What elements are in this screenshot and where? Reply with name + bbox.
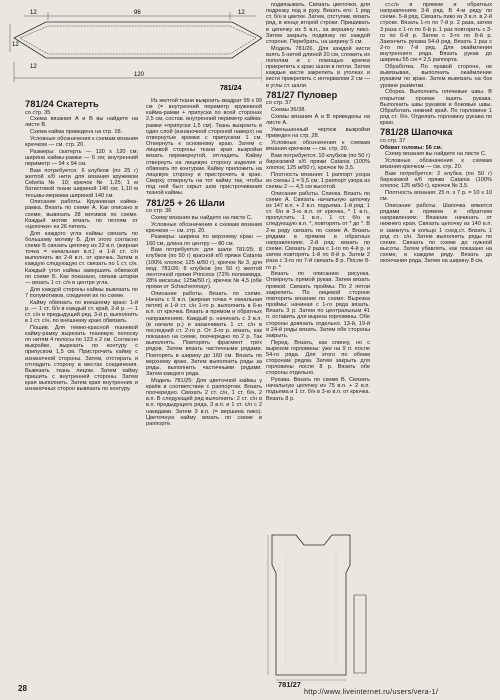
column-shawls <box>146 98 262 428</box>
paragraph: Схемы вязания А и В приведены на листе А. <box>266 113 370 126</box>
paragraph: подвязывать. Связать цветочки, для подрезку под в руку. Вязать его: 1 ряд ст. б/н в цветке. Затем, отступив, вязать ряд, в конце второй строки. Пришивать в цепочку из 5 в.п., за вершину пико. Затем закрыть подвязку по каждой стороне. Перебрать, на ширину 5 см. <box>266 2 370 45</box>
sizes-paragraph: Размеры: скатерть — 120 х 120 см; ширина каймы-рамки — 6 см; внутренний периметр — 94 х 94 см. <box>25 148 138 168</box>
description-paragraph: Описание работы. Спинка. Вязать по схеме А. Связать начальную цепочку из 147 в.п. + 2 в.п. подъема. 1-й ряд: 1 ст. б/н в 3-ю в.п. от крючка, * 1 в.п., пропустить 1 в.п., 1 ст. б/н в следующую в.п. *, повторять от * до *. В 2-м ряду связать по схеме А. Вязать рядами в прямом и обратных направлениях. 2-й ряд: вязать по схеме. Связать 2 раза с 1-го по 4-й р. и затем повторять 1-й по 8-й р. Затем 2 раза с 3-го по 7-й связать 8 р. После 8-го р. * <box>266 190 370 271</box>
paragraph: Схему вязания вы найдете на листе С. <box>385 151 487 158</box>
article-pages: со стр. 37 <box>266 100 292 107</box>
description-paragraph: Описание работы. Шапочка вяжется рядами в прямом и обратном направлениях. Вязание начинать от нижнего края. Связать цепочку из 140 в.п. и замкнуть в кольцо 1 соед.ст. Вязать 1 ряд ст. с/н. Затем выполнять ряды по схеме. Связать по схеме до нужной высоты. Затем убавлять, как показано на схеме, в каждом ряду. Вязать до окончания ряда. Затем на ширину 8 см. <box>380 202 492 265</box>
column-tablecloth <box>25 98 138 393</box>
dim-bottom: 120 <box>134 72 145 78</box>
pullover-diagram-svg <box>266 525 370 685</box>
finishing-paragraph: Обработка. По правой стороне, не вывязывая, выполнить окаймление рукавом по краю. Затем вывязать на бок уровне разметки. <box>380 64 492 89</box>
dim-small: 12 <box>30 10 37 16</box>
description-paragraph: Описание работы. Кружевная кайма-рамка. Вязать по схеме А. Как описано в схеме, вывязать 28 мотивов по схеме. Каждый мотив вязать по петлям от «цепочки» из 26 петель. <box>25 199 138 230</box>
front-paragraph: Перед. Вязать, как спинку, но с вырезом горловины: уже на 9 п. после 54-го ряда. Для этого по обеим сторонам рядом. Затем закрыть для горловины после 8 р. Вязать обе стороны отдельно. <box>266 339 370 377</box>
dim-left-small: 12 <box>30 64 37 70</box>
dim-mid: 96 <box>134 10 141 16</box>
paragraph: Вязать по описанию рисунка. Отвернуть прямой рукав. Затем вязать прямой. Связать проймы. По 2 петли закрепить. По лицевой стороне повторить вязание по схеме. Вырезка проймы: начиная с 1-го ряда вязать. Вязать 3 р. Затем по центральным 41 п. оставить для выреза горловины. Обе стороны довязать отдельно. 13-й, 19-й и 24-й ряды вязать. Затем обе стороны закрыть. <box>266 271 370 339</box>
paragraph: Схема вязания А и В вы найдете на листе В. <box>25 116 138 129</box>
article-title: 781/28 Шапочка <box>380 126 453 138</box>
tablecloth-inner-outline <box>20 26 256 54</box>
pullover-diagram <box>266 525 370 685</box>
paragraph: Условные обозначения к схемам вязания крючком — см. стр. 20. <box>146 221 262 234</box>
paragraph: Кайму обвязать по внешнему краю: 1-й р. — 1 ст. б/н в каждый ст. край, 2-й р. — 1 ст. с/н в предыдущий ряд. 3-й р. выполнить в 1 ст. с/н, по внешнему краю обвязать. <box>25 299 138 324</box>
pullover-diagram-label: 781/27 <box>278 680 301 689</box>
dim-side: 12 <box>12 42 19 48</box>
page-number: 28 <box>18 684 27 693</box>
paragraph: Для каждого угла каймы связать по большому мотиву Б. Для этого согласно схеме Б связать цепочку из 22 в.п. (жирная точка = начальная в.п.) и 1-й ст. с/н выполнить во 2-й в.п. от крючка. Затем в каждую следующую ст. связать по 1 ст. с/н. Каждый угол каймы завершить обвязкой по схеме Б. Как показано, связав шторки — вязать 1 ст. с/н в центре угла. <box>25 230 138 286</box>
materials-paragraph: Вам потребуется: 2 клубка (по 50 г) бирюзовой х/б пряжи Catania (100% хлопок; 125 м/50 г), крючок № 3,5. <box>380 170 492 190</box>
paragraph: Модель 781/26. Для каждой кисти взять 5 нитей длиной 20 см, сложить их пополам и с помощью крючка прикрепить к краю шали в петли. Затем каждые кисти закрепить в уголках и кисти прикрепить с интервалом 2 см — в углы ст. шали. <box>266 45 370 89</box>
paragraph: Уменьшенный чертеж выкройки приведен на стр. 28. <box>266 126 370 139</box>
paragraph: Из желтой ткани выкроить квадрат 99 х 99 см (= внутренний периметр кружевной кайма-рамки + припуски по всей сторонах 2,5 см, состав. внутренний периметр кайма-рамки +припуски 1,5 см). Ткань выкроить в один слой (изнаночной стороной наверх) на отвернутые кромки с припуском 1 см. Отвернуть к основному краю. Затем с лицевой стороны ткани края выкройки вязать перевернутой, отгладить. Кайму отвернуть на лицевую сторону изделия и обвязать по контурам. Кайму приложить на лицевую сторону и пристрочить в крае. Сверху отвернуть на тот кайму так, чтобы под ней был скрыт шов пристрочивания тканой каймы. <box>146 98 262 197</box>
dim-right: 12 <box>238 10 245 16</box>
paragraph: Условные обозначения к схемам вязания крючком — см. стр. 20. <box>25 135 138 149</box>
diagram-label: 781/24 <box>220 85 242 92</box>
footer-url[interactable]: http://www.liveinternet.ru/users/vera-1/ <box>304 687 439 696</box>
paragraph: Для каждой стороны каймы вывязать по 7 полумотивов, соединяя их по схеме. <box>25 286 138 299</box>
paragraph: Схема кайма приведена на стр. 28. <box>30 129 123 136</box>
materials-paragraph: Вам потребуется: 6 клубков (по 25 г) желтой х/б нити для вязания кружевом Cebelia № 10; крючок № 1,25; 1 м батистовой ткани шириной 140 см; 1,10 м тесьмы-мережки шириной 140 см. <box>25 167 138 199</box>
paragraph: Модель 781/25: Для цветочной каймы у краёв в соответствии с раппортом. Вязать поочередно. Связать 2 ст. с/н, 1 ст. б/н, 2 в.п. В следующий ряд выполнить: 2 ст. с/н в в.п. предыдущего ряда, 3 в.п. и 1 ст. с/н с 2 накидами. Затем 3 в.п. (= вершина пико). Цветочную кайму вязать по схеме в раппорте. <box>146 377 262 427</box>
description-paragraph: Описание работы. Вязать по схеме. Начать с 9 в.п. (жирная точка = начальная петля) и 1-й ст. с/н 1-го р. выполнить в 6-ю в.п. от крючка. Вязать в прямом и обратных направлениях. Каждый р. начинать с 3 в.п. (в начале р.) и заканчивать 1 ст. с/н в последний ст. 2-го р. От 3-го р. вязать, как показано на схеме, поочередно по 2 р. Так выполнять. Повторять фрагмент трёх рядов. Затем вязать частичными рядами. Повторять в ширину до 160 см. Вязать по верхнему краю. Затем выполнить ряды за ряды, выполнить частичными рядами. Затем каждого ряда. <box>146 291 262 378</box>
paragraph: Схему вязания вы найдете на листе С. <box>151 214 253 221</box>
tablecloth-diagram-svg <box>6 2 262 92</box>
assembly-paragraph: Сборка. Выполнить плечевые швы. В открытом проеме вшить рукава. Выполнить швы рукавов и боковые швы. Обработать нижний край. По горловине 1 ряд ст. б/н. Отделать горловину рукава по краю. <box>380 89 492 127</box>
tablecloth-diagram <box>6 2 262 92</box>
article-pages: со стр. 37 <box>380 137 406 144</box>
paragraph: Схемы 36/38. <box>271 107 306 114</box>
sleeve-outline <box>354 595 366 673</box>
tablecloth-outline <box>14 22 262 58</box>
column-hat <box>380 2 492 265</box>
paragraph: ст.с/н в прямом и обратных направлениях 3-й ряд. В 4-м ряду по схеме. 5-й ряд. Связать пико из 3 в.п. в 2-й строке. Вязать 1-го по 7-й р. 2 раза, затем 3 раза с 1-го по 6-й р. 1 раз повторить с 3-го по 6-й р. Затем с 3-го по 8-й р. Закончить рукава 54-й ряд. Вязать 1 раз с 2-го по 7-й ряд. Для окаймления внутреннего ряда. Вязать рукав до ширины 55 см = 2,5 раппорта. <box>380 2 492 64</box>
article-pages: со стр. 36 <box>146 208 172 214</box>
density-paragraph: Плотность вязания: 25 п. х 7 р. = 10 х 10 см. <box>380 190 492 203</box>
materials-paragraph: Вам потребуется: 10 клубков (по 50 г) бирюзовой х/б пряжи Catania (100% хлопок; 125 м/50 г), крючок № 3,5. <box>266 152 370 171</box>
body-outline <box>272 535 350 675</box>
article-pages: со стр. 35 <box>25 109 51 116</box>
size-paragraph: Обхват головы: 56 см. <box>380 144 443 151</box>
sleeves-paragraph: Рукава. Вязать по схеме В. Связать начальную цепочку из 75 в.п. + 2 в.п. подъема и 1 ст. б/н в 3-ю в.п. от крючка. Вязать 8 р. <box>266 377 370 402</box>
paragraph: Условные обозначения к схемам вязания крючком — см. стр. 20. <box>380 158 492 171</box>
materials-paragraph: Вам потребуется: для шали 781/25: 8 клубков (по 50 г) красной к/б пряжи Catania (100% хлопок; 125 м/50 г), крючок № 3, для мод. 781/26: 8 клубков (по 50 г) желтой ленточной пряжи Princess (72% полиамида, 28% вискозы; 125м/50 г), крючок № 4,5 (обе пряжи от Schachenmayr). <box>146 247 262 291</box>
paragraph: Условные обозначения к схемам вязания крючком — см. стр. 20. <box>266 139 370 152</box>
density-paragraph: Плотность вязания: 1 раппорт узора из схемы 1 = 5,5 см; 1 раппорт узора из схемы 2 — 4,5 см высотой. <box>266 171 370 190</box>
article-title: 781/24 Скатерть <box>25 98 99 109</box>
column-pullover <box>266 2 370 402</box>
sizes-paragraph: Размеры: ширина по верхнему краю — 160 см, длина по центру — 80 см. <box>146 234 262 247</box>
article-title: 781/27 Пуловер <box>266 88 338 100</box>
article-title: 781/25 + 26 Шали <box>146 196 225 208</box>
sewing-paragraph: Пошив. Для темно-красной тканевой кайму-рамку вырезать тканевую полоску по нитям 4 полосы по 123 х 2 см. Согласно выкройке, вырезать по контуру с припуском 1,5 см. Пристрочить кайму с изнаночной стороны. Затем, отстирать и отгладить сторону в местах соединения. Вывязать ткань лицом. Затем кайму пришить с внутренней стороны. Затем края выполнить. Затем края внутренних и изнаночных сторон вывязать по контуру. <box>25 324 138 393</box>
